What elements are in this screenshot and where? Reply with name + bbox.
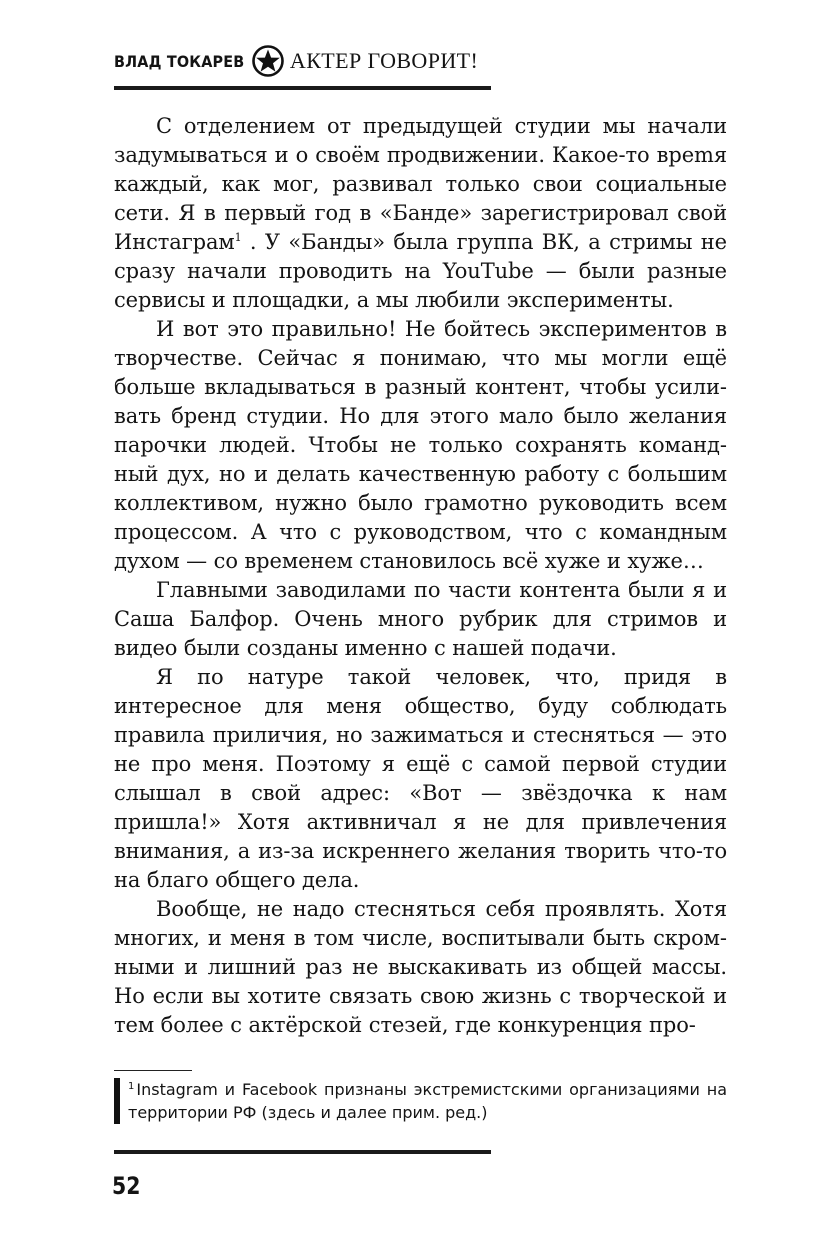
paragraph: [114, 112, 727, 315]
paragraph-text: . У «Банды» была группа ВК, а стримы не сразу начали проводить на YouTube — были разные сервисы и площадки, а мы любили эксперименты.: [114, 230, 727, 312]
footnote-text: Instagram и Facebook признаны экстремистскими организациями на территории РФ (здесь и далее прим. ред.): [128, 1080, 727, 1122]
footnote-mark: 1: [128, 1081, 135, 1092]
footer-rule: [114, 1150, 491, 1154]
footnote: [114, 1078, 727, 1124]
page-number: 52: [112, 1172, 141, 1200]
paragraph: Я по натуре такой человек, что, придя в интересное для меня общество, буду соблюдать правила приличия, но зажиматься и стесняться — это не про меня. Поэтому я ещё с самой первой студии слышал в свой адрес: «Вот — звёздочка к нам пришла!» Хотя активничал я не для привлечения внимания, а из-за искреннего желания творить что-то на благо общего дела.: [114, 665, 727, 892]
paragraph: Главными заводилами по части контента были я и Саша Балфор. Очень много рубрик для стримов и видео были созданы именно с нашей подачи.: [114, 578, 727, 660]
body-text: [114, 112, 727, 1040]
footnote-separator: [114, 1070, 192, 1071]
book-title: АКТЕР ГОВОРИТ!: [289, 48, 479, 73]
paragraph-text: С отделением от предыдущей студии мы начали задумываться и о своём продвижении. Какое-то вреmя каждый, как мог, развивал только свои социальные сети. Я в первый год в «Банде» зарегистрировал свой Инстаграм: [114, 114, 727, 254]
footnote-reference: 1: [234, 231, 242, 244]
running-head: [114, 44, 478, 78]
paragraph: И вот это правильно! Не бойтесь экспериментов в творчестве. Сейчас я понимаю, что мы могли ещё больше вкладываться в разный контент, чтобы усиливать бренд студии. Но для этого мало было желания парочки людей. Чтобы не только сохранять командный дух, но и делать качественную работу с большим коллективом, нужно было грамотно руководить всем процессом. А что с руководством, что с командным духом — со временем становилось всё хуже и хуже…: [114, 317, 727, 573]
paragraph: Вообще, не надо стесняться себя проявлять. Хотя многих, и меня в том числе, воспитывали быть скромными и лишний раз не выскакивать из общей массы. Но если вы хотите связать свою жизнь с творческой и тем более с актёрской стезей, где конкуренция про-: [114, 897, 727, 1037]
star-in-circle-icon: [251, 44, 285, 78]
author-name: ВЛАД ТОКАРЕВ: [114, 51, 245, 71]
header-rule: [114, 86, 491, 90]
